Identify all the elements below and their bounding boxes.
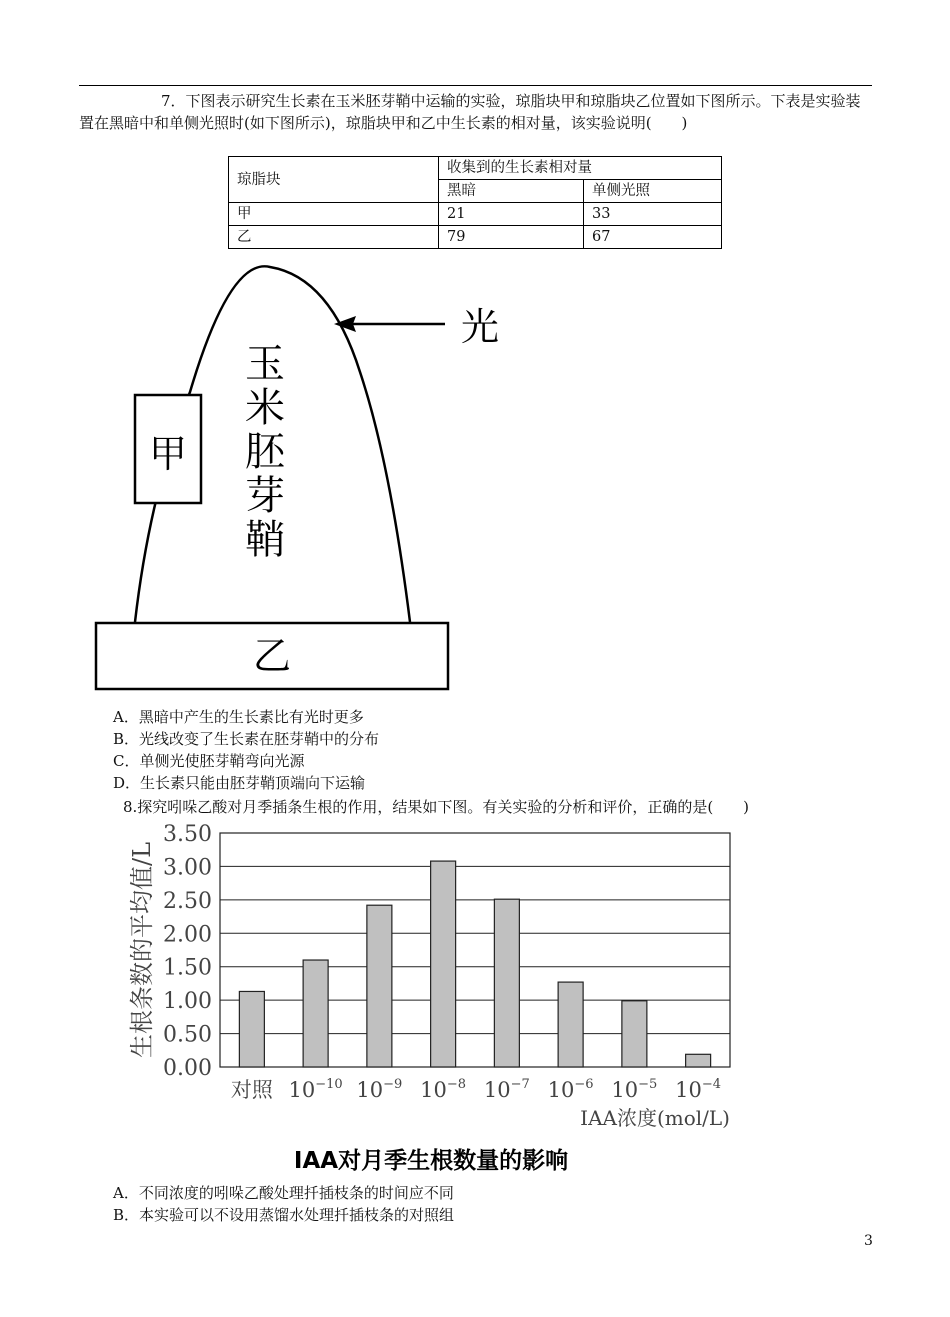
- x-tick-label: $10^{-7}$: [483, 1077, 530, 1102]
- bar: [367, 905, 392, 1067]
- question-8-options: [113, 1182, 454, 1226]
- chart-bars: [239, 861, 710, 1067]
- table-cell-dark: 79: [439, 226, 584, 249]
- bar: [303, 960, 328, 1067]
- page-number: 3: [864, 1233, 873, 1249]
- y-tick-label: 3.50: [163, 822, 212, 847]
- iaa-bar-chart: [120, 822, 760, 1182]
- x-tick-label: $10^{-8}$: [420, 1077, 467, 1102]
- x-tick-label: 对照: [230, 1078, 273, 1102]
- y-tick-label: 1.50: [163, 955, 212, 981]
- agar-block-jia-label: 甲: [148, 432, 188, 476]
- table-header-block: 琼脂块: [229, 157, 439, 203]
- option-a[interactable]: A．不同浓度的吲哚乙酸处理扦插枝条的时间应不同: [113, 1184, 454, 1202]
- y-tick-label: 1.00: [163, 989, 212, 1015]
- bar: [494, 899, 519, 1067]
- table-cell-block: 乙: [229, 226, 439, 249]
- question-7-text: 7．下图表示研究生长素在玉米胚芽鞘中运输的实验，琼脂块甲和琼脂块乙位置如下图所示。下表是实验装置在黑暗中和单侧光照时(如下图所示)，琼脂块甲和乙中生长素的相对量，该实验说明( ): [79, 92, 861, 132]
- coleoptile-label-char: 鞘: [245, 517, 285, 563]
- question-8-stem: 8.探究吲哚乙酸对月季插条生根的作用，结果如下图。有关实验的分析和评价，正确的是( ): [123, 798, 750, 816]
- y-tick-label: 0.50: [163, 1022, 212, 1048]
- x-axis-label: IAA浓度(mol/L): [580, 1106, 730, 1130]
- table-cell-dark: 21: [439, 203, 584, 226]
- option-a[interactable]: A．黑暗中产生的生长素比有光时更多: [113, 708, 364, 726]
- option-b[interactable]: B．光线改变了生长素在胚芽鞘中的分布: [113, 730, 380, 748]
- table-cell-light: 33: [584, 203, 722, 226]
- light-label: 光: [460, 305, 500, 349]
- table-row: [229, 203, 722, 226]
- question-7-options: [113, 706, 379, 794]
- x-tick-label: $10^{-4}$: [675, 1077, 722, 1102]
- coleoptile-label-char: 芽: [245, 473, 285, 519]
- table-cell-light: 67: [584, 226, 722, 249]
- bar: [431, 861, 456, 1067]
- coleoptile-label-char: 胚: [245, 429, 285, 475]
- table-row: [229, 226, 722, 249]
- x-tick-label: $10^{-5}$: [611, 1077, 658, 1102]
- table-cell-block: 甲: [229, 203, 439, 226]
- coleoptile-diagram: [90, 262, 510, 692]
- agar-block-yi-label: 乙: [252, 634, 292, 678]
- auxin-table: [228, 156, 722, 249]
- bar: [686, 1054, 711, 1067]
- chart-grid: [220, 833, 730, 1067]
- x-tick-label: $10^{-10}$: [288, 1077, 343, 1102]
- y-tick-label: 0.00: [163, 1056, 212, 1081]
- coleoptile-label-char: 米: [245, 385, 285, 431]
- chart-title: IAA对月季生根数量的影响: [293, 1148, 569, 1174]
- table-header-group: 收集到的生长素相对量: [439, 157, 722, 180]
- y-tick-label: 3.00: [163, 855, 212, 881]
- chart-x-ticks: [231, 1077, 721, 1102]
- y-tick-label: 2.00: [163, 922, 212, 948]
- chart-y-ticks: [163, 822, 212, 1081]
- plot-frame: [220, 833, 730, 1067]
- y-axis-label: 生根条数的平均值/L: [128, 841, 156, 1059]
- bar: [239, 991, 264, 1067]
- option-c[interactable]: C．单侧光使胚芽鞘弯向光源: [113, 752, 305, 770]
- x-tick-label: $10^{-9}$: [356, 1077, 403, 1102]
- table-header-light: 单侧光照: [584, 180, 722, 203]
- bar: [558, 982, 583, 1067]
- option-d[interactable]: D．生长素只能由胚芽鞘顶端向下运输: [113, 774, 366, 792]
- coleoptile-label-char: 玉: [245, 341, 285, 387]
- table-header-dark: 黑暗: [439, 180, 584, 203]
- option-b[interactable]: B．本实验可以不设用蒸馏水处理扦插枝条的对照组: [113, 1206, 455, 1224]
- bar: [622, 1001, 647, 1067]
- y-tick-label: 2.50: [163, 888, 212, 914]
- question-7-stem: [79, 90, 874, 134]
- top-rule: [79, 85, 872, 86]
- x-tick-label: $10^{-6}$: [547, 1077, 594, 1102]
